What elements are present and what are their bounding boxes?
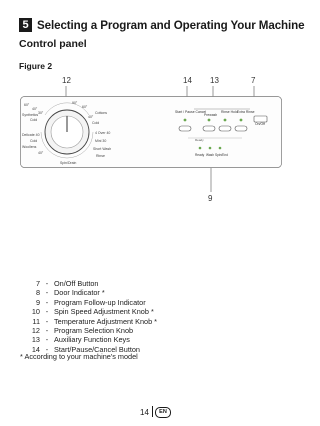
- svg-text:Rinse Hold: Rinse Hold: [221, 110, 238, 114]
- svg-text:4 Over 40: 4 Over 40: [95, 131, 111, 135]
- start-pause-button[interactable]: [179, 126, 191, 131]
- callout-7: 7: [251, 76, 256, 85]
- svg-text:Mini 30: Mini 30: [95, 139, 107, 143]
- svg-text:Rinse: Rinse: [96, 154, 105, 158]
- callout-9: 9: [208, 194, 213, 203]
- svg-text:Cold: Cold: [30, 139, 38, 143]
- section-title: Selecting a Program and Operating Your Machine: [37, 18, 305, 32]
- svg-text:Start / Pause Cancel: Start / Pause Cancel: [175, 110, 207, 114]
- svg-text:Cold: Cold: [92, 121, 100, 125]
- svg-text:Cottons: Cottons: [95, 111, 108, 115]
- svg-text:Ready: Ready: [195, 153, 205, 157]
- legend-item: 8 - Door Indicator *: [35, 288, 105, 298]
- svg-text:Delicate 40: Delicate 40: [22, 133, 40, 137]
- legend-item: 13 - Auxiliary Function Keys: [31, 335, 130, 345]
- svg-text:40°: 40°: [32, 107, 38, 111]
- language-badge: EN: [155, 407, 171, 418]
- section-number: 5: [19, 18, 32, 32]
- svg-text:On/Off: On/Off: [255, 122, 265, 126]
- legend-item: 10 - Spin Speed Adjustment Knob *: [31, 307, 154, 317]
- legend-item: 7 - On/Off Button: [35, 279, 99, 288]
- svg-text:Ready: Ready: [195, 138, 204, 142]
- svg-text:60°: 60°: [82, 105, 88, 109]
- svg-text:Woollens: Woollens: [22, 145, 37, 149]
- svg-text:Wash: Wash: [206, 153, 215, 157]
- legend-item: 11 - Temperature Adjustment Knob *: [32, 316, 158, 326]
- svg-text:60°: 60°: [24, 103, 30, 107]
- prewash-button[interactable]: [203, 126, 215, 131]
- svg-text:40°: 40°: [88, 115, 94, 119]
- svg-text:30°: 30°: [38, 111, 44, 115]
- callout-13: 13: [210, 76, 219, 85]
- subheading: Control panel: [19, 38, 87, 50]
- legend-item: 9 - Program Follow-up Indicator: [35, 297, 146, 307]
- footnote: * According to your machine's model: [20, 352, 138, 361]
- extra-rinse-button[interactable]: [235, 126, 247, 131]
- svg-text:Spin/Drain: Spin/Drain: [60, 161, 77, 165]
- svg-text:Synthetics: Synthetics: [22, 113, 39, 117]
- legend-item: 14 - Start/Pause/Cancel Button: [31, 344, 140, 354]
- page-divider: [152, 406, 153, 417]
- svg-text:Spin/End: Spin/End: [215, 153, 228, 157]
- svg-text:Short Wash: Short Wash: [93, 147, 112, 151]
- figure-label: Figure 2: [19, 61, 53, 71]
- rinse-hold-button[interactable]: [219, 126, 231, 131]
- legend-item: 12 - Program Selection Knob: [31, 326, 134, 336]
- callout-14: 14: [183, 76, 192, 85]
- callout-12: 12: [62, 76, 71, 85]
- svg-text:40°: 40°: [38, 151, 44, 155]
- on-off-button[interactable]: [254, 116, 267, 122]
- svg-text:Prewash: Prewash: [204, 113, 218, 117]
- svg-text:Extra Rinse: Extra Rinse: [237, 110, 255, 114]
- svg-text:90°: 90°: [72, 101, 78, 105]
- svg-text:Cold: Cold: [30, 118, 38, 122]
- page-number: 14: [140, 408, 149, 417]
- control-panel-illustration: [20, 96, 282, 168]
- component-legend: [20, 279, 157, 354]
- control-panel: [20, 96, 282, 168]
